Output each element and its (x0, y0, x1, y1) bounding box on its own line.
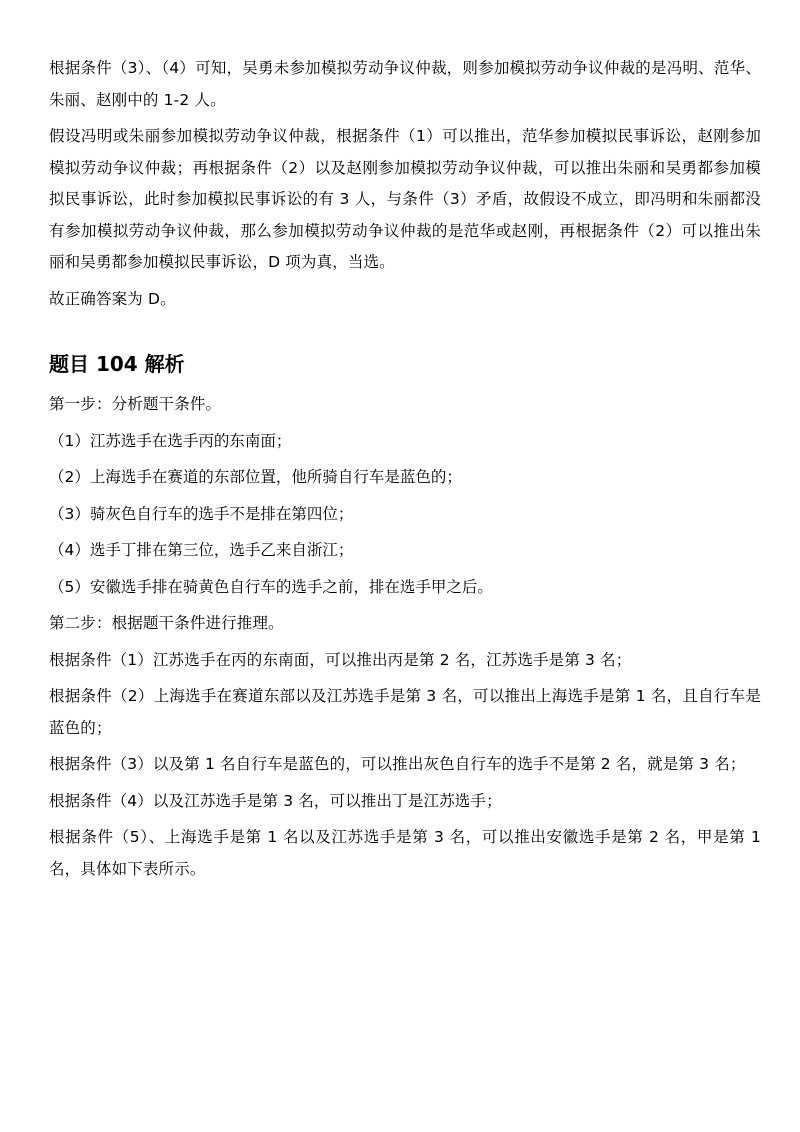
step-one-label: 第一步：分析题干条件。 (49, 395, 222, 413)
paragraph-conclusion-conditions: 根据条件（3）、（4）可知，吴勇未参加模拟劳动争议仲裁，则参加模拟劳动争议仲裁的是冯明、范华、朱丽、赵刚中的 1-2 人。 (49, 59, 761, 109)
paragraph-answer: 故正确答案为 D。 (49, 289, 176, 308)
paragraph-assumption-reasoning: 假设冯明或朱丽参加模拟劳动争议仲裁，根据条件（1）可以推出，范华参加模拟民事诉讼，赵刚参加模拟劳动争议仲裁；再根据条件（2）以及赵刚参加模拟劳动争议仲裁，可以推出朱丽和吴勇都参加模拟民事诉讼，此时参加模拟民事诉讼的有 3 人，与条件（3）矛盾，故假设不成立，即冯明和朱丽都没有参加模拟劳动争议仲裁，那么参加模拟劳动争议仲裁的是范华或赵刚，再根据条件（2）可以推出朱丽和吴勇都参加模拟民事诉讼，D 项为真，当选。 (49, 127, 761, 271)
section-title: 题目 104 解析 (49, 352, 185, 376)
reasoning-paragraph: 根据条件（3）以及第 1 名自行车是蓝色的，可以推出灰色自行车的选手不是第 2 名，就是第 3 名； (49, 755, 746, 773)
reasoning-paragraph: 根据条件（1）江苏选手在丙的东南面，可以推出丙是第 2 名，江苏选手是第 3 名； (49, 650, 632, 669)
condition-item: （3）骑灰色自行车的选手不是排在第四位； (49, 504, 354, 523)
reasoning-paragraph: 根据条件（4）以及江苏选手是第 3 名，可以推出丁是江苏选手； (49, 791, 502, 810)
condition-item: （1）江苏选手在选手丙的东南面； (49, 431, 292, 450)
condition-item: （5）安徽选手排在骑黄色自行车的选手之前，排在选手甲之后。 (49, 577, 493, 596)
reasoning-paragraph: 根据条件（5）、上海选手是第 1 名以及江苏选手是第 3 名，可以推出安徽选手是第 2 名，甲是第 1 名，具体如下表所示。 (49, 828, 761, 878)
document-page (49, 53, 761, 890)
step-two-label: 第二步：根据题干条件进行推理。 (49, 614, 284, 632)
condition-item: （2）上海选手在赛道的东部位置，他所骑自行车是蓝色的； (49, 468, 462, 486)
condition-item: （4）选手丁排在第三位，选手乙来自浙江； (49, 541, 354, 559)
reasoning-paragraph: 根据条件（2）上海选手在赛道东部以及江苏选手是第 3 名，可以推出上海选手是第 1 名，且自行车是蓝色的； (49, 687, 761, 737)
